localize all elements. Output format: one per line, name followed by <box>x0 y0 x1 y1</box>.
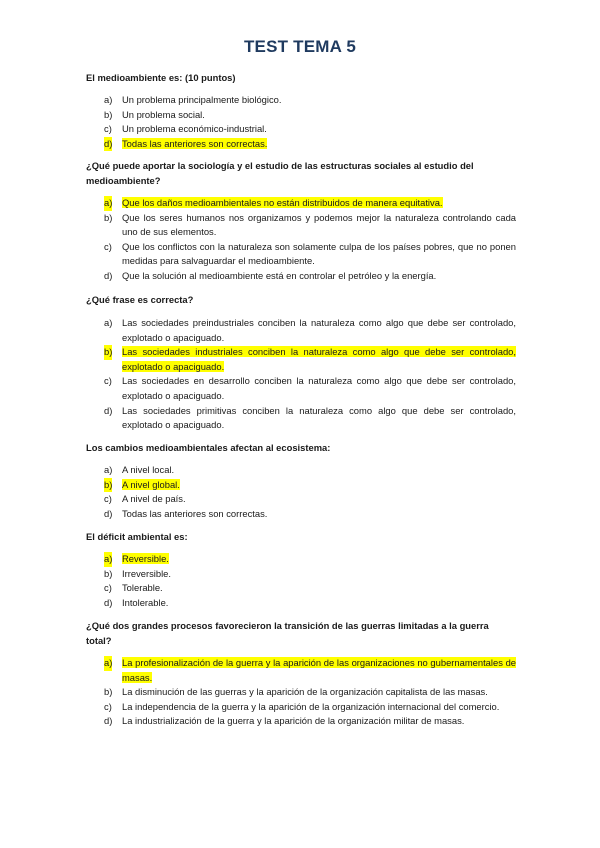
option-3a: a) Las sociedades preindustriales conciben la naturaleza como algo que debe ser controlado, explotado o apaciguado. <box>104 317 516 343</box>
question-6-options <box>86 656 516 729</box>
option-3b-highlighted: b) Las sociedades industriales conciben la naturaleza como algo que debe ser controlado, explotado o apaciguado. <box>104 346 516 372</box>
page-title: TEST TEMA 5 <box>243 37 357 56</box>
option-5d: d) Intolerable. <box>104 596 169 608</box>
option-1c: c) Un problema económico-industrial. <box>104 123 267 135</box>
option-4c: c) A nivel de país. <box>104 493 186 505</box>
option-6b: b) La disminución de las guerras y la aparición de la organización capitalista de las masas. <box>104 686 488 698</box>
option-2d: d) Que la solución al medioambiente está en controlar el petróleo y la energía. <box>104 269 437 281</box>
option-4d: d) Todas las anteriores son correctas. <box>104 507 268 519</box>
option-2a-highlighted: a) Que los daños medioambientales no están distribuidos de manera equitativa. <box>86 196 516 211</box>
question-1-options <box>86 93 516 151</box>
question-3: ¿Qué frase es correcta? <box>86 294 194 305</box>
option-5b: b) Irreversible. <box>104 567 171 579</box>
question-4: Los cambios medioambientales afectan al ecosistema: <box>86 442 331 453</box>
question-2-options <box>86 196 516 284</box>
option-6d: d) La industrialización de la guerra y la aparición de la organización militar de masas. <box>104 715 465 727</box>
option-3c: c) Las sociedades en desarrollo conciben la naturaleza como algo que debe ser controlado, explotado o apaciguado. <box>104 375 516 401</box>
question-5: El déficit ambiental es: <box>86 531 188 542</box>
question-1: El medioambiente es: (10 puntos) <box>86 72 236 83</box>
option-4b-highlighted: b) A nivel global. <box>86 478 516 493</box>
option-5a-highlighted: a) Reversible. <box>86 552 516 567</box>
option-1b: b) Un problema social. <box>104 108 205 120</box>
option-6a-highlighted: a) La profesionalización de la guerra y la aparición de las organizaciones no gubernamentales de masas. <box>104 657 516 683</box>
question-5-options <box>86 552 516 610</box>
option-5c: c) Tolerable. <box>104 582 163 594</box>
question-6: ¿Qué dos grandes procesos favorecieron la transición de las guerras limitadas a la guerra total? <box>86 620 489 646</box>
option-3d: d) Las sociedades primitivas conciben la naturaleza como algo que debe ser controlado, explotado o apaciguado. <box>104 404 516 431</box>
option-6c: c) La independencia de la guerra y la aparición de la organización internacional del comercio. <box>104 700 500 712</box>
question-4-options <box>86 463 516 521</box>
question-2: ¿Qué puede aportar la sociología y el estudio de las estructuras sociales al estudio del medioambiente? <box>86 160 474 186</box>
option-1a: a) Un problema principalmente biológico. <box>104 94 282 105</box>
question-3-options <box>86 316 516 433</box>
option-1d-highlighted: d) Todas las anteriores son correctas. <box>86 137 516 152</box>
option-4a: a) A nivel local. <box>104 464 175 475</box>
option-2c: c) Que los conflictos con la naturaleza son solamente culpa de los países pobres, que no ponen medidas para salvaguardar el medioambiente. <box>104 240 516 267</box>
option-2b: b) Que los seres humanos nos organizamos y podemos mejor la naturaleza controlando cada uno de sus elementos. <box>104 211 516 238</box>
